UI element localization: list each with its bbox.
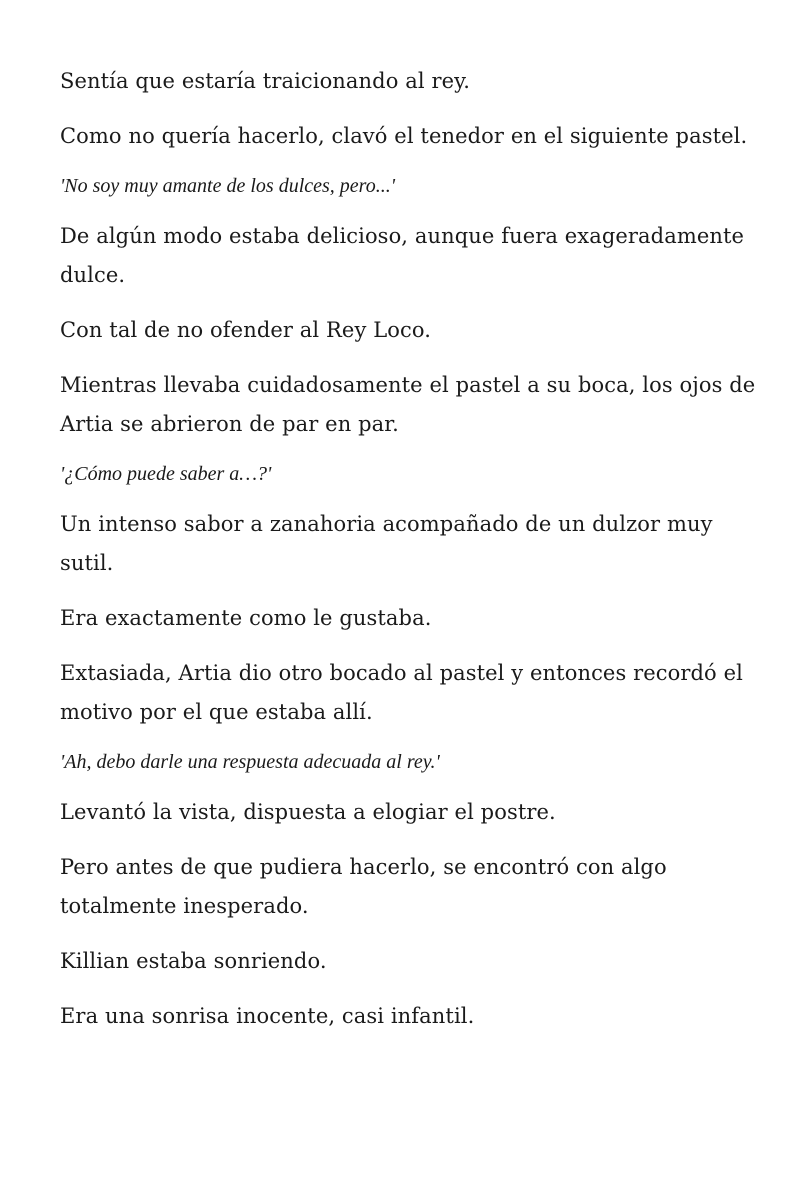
- paragraph: Con tal de no ofender al Rey Loco.: [60, 318, 431, 342]
- paragraph: Sentía que estaría traicionando al rey.: [60, 69, 471, 93]
- inner-thought: 'No soy muy amante de los dulces, pero...': [60, 175, 395, 197]
- paragraph: Como no quería hacerlo, clavó el tenedor en el siguiente pastel.: [60, 124, 748, 148]
- paragraph: De algún modo estaba delicioso, aunque fuera exageradamente dulce.: [60, 224, 745, 287]
- paragraph: Levantó la vista, dispuesta a elogiar el postre.: [60, 800, 556, 824]
- inner-thought: '¿Cómo puede saber a…?': [60, 463, 272, 485]
- inner-thought: 'Ah, debo darle una respuesta adecuada al rey.': [60, 751, 440, 773]
- reader-page: [60, 62, 760, 1052]
- paragraph: Mientras llevaba cuidadosamente el pastel a su boca, los ojos de Artia se abrieron de par en par.: [60, 373, 756, 436]
- paragraph: Era una sonrisa inocente, casi infantil.: [60, 1004, 475, 1028]
- paragraph: Un intenso sabor a zanahoria acompañado de un dulzor muy sutil.: [60, 512, 713, 575]
- paragraph: Era exactamente como le gustaba.: [60, 606, 432, 630]
- paragraph: Extasiada, Artia dio otro bocado al pastel y entonces recordó el motivo por el que estaba allí.: [60, 661, 743, 724]
- paragraph: Killian estaba sonriendo.: [60, 949, 327, 973]
- paragraph: Pero antes de que pudiera hacerlo, se encontró con algo totalmente inesperado.: [60, 855, 667, 918]
